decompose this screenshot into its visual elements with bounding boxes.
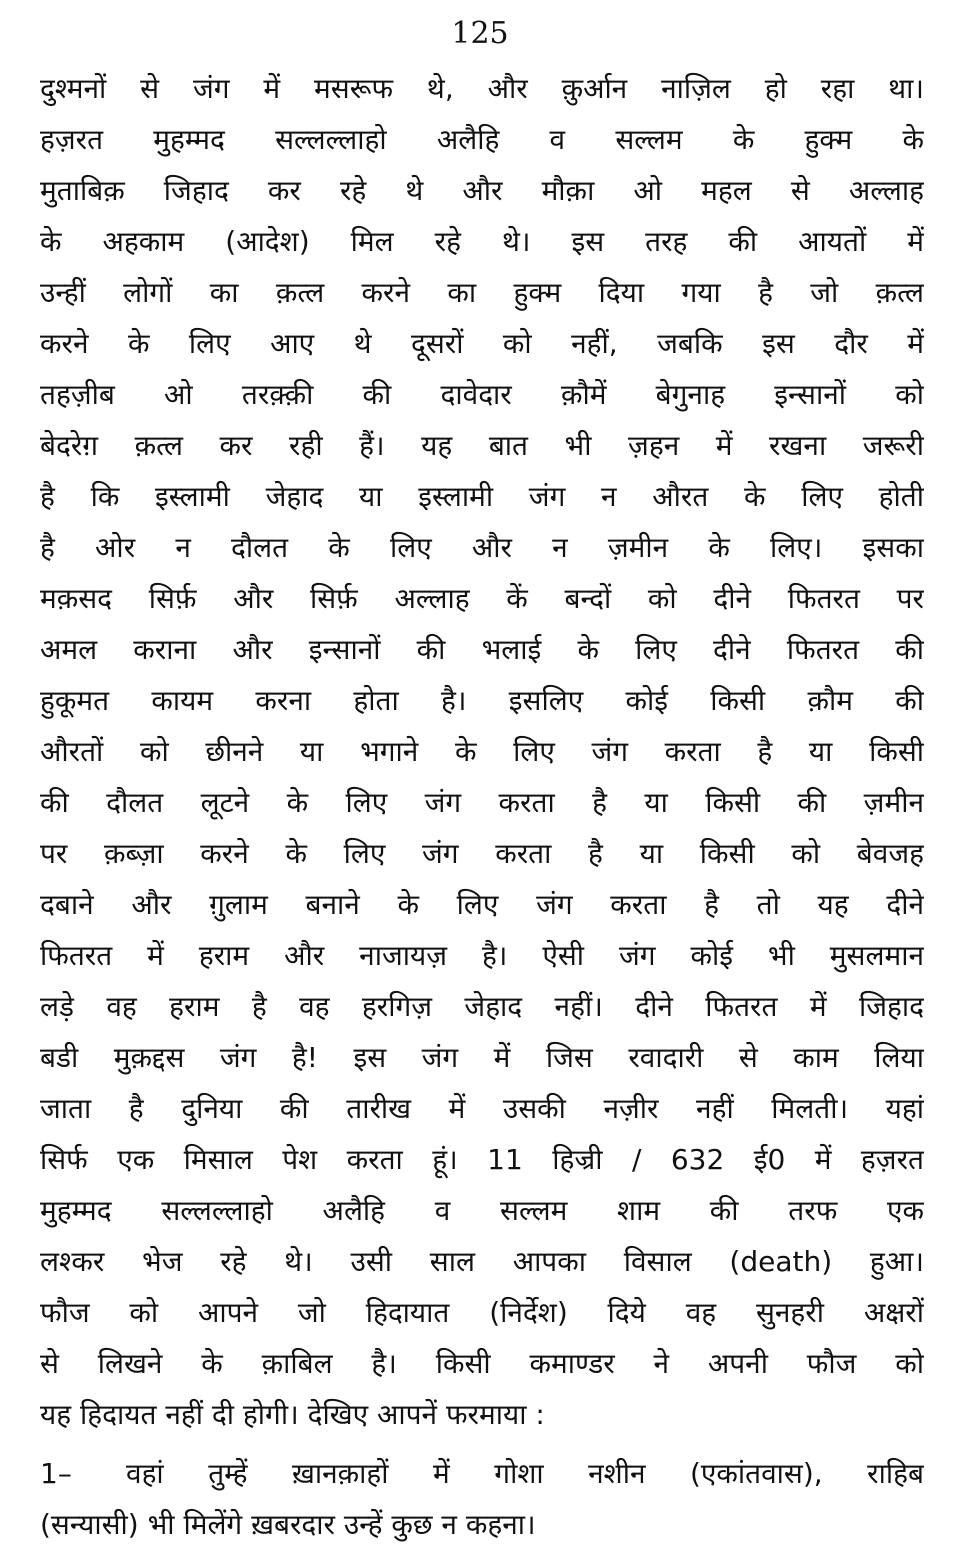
text-line: मक़सद सिर्फ़ और सिर्फ़ अल्लाह कें बन्दों को दीने फितरत पर [40, 582, 924, 615]
text-line: अमल कराना और इन्सानों की भलाई के लिए दीने फितरत की [40, 633, 924, 666]
text-line: उन्हीं लोगों का क़त्ल करने का हुक्म दिया गया है जो क़त्ल [40, 276, 924, 309]
text-line: फौज को आपने जो हिदायात (निर्देश) दिये वह सुनहरी अक्षरों [40, 1296, 924, 1329]
text-line: करने के लिए आए थे दूसरों को नहीं, जबकि इस दौर में [40, 327, 924, 360]
text-line: तहज़ीब ओ तरक़्क़ी की दावेदार क़ौमें बेगुनाह इन्सानों को [40, 378, 924, 411]
text-line: मुताबिक़ जिहाद कर रहे थे और मौक़ा ओ महल से अल्लाह [40, 174, 924, 207]
list-number: 1– [40, 1457, 72, 1490]
text-line: की दौलत लूटने के लिए जंग करता है या किसी की ज़मीन [40, 786, 924, 819]
text-line: बडी मुक़द्दस जंग है! इस जंग में जिस रवादारी से काम लिया [40, 1041, 924, 1074]
text-line: यह हिदायत नहीं दी होगी। देखिए आपनें फरमाया : [40, 1398, 545, 1431]
text-line: दबाने और ग़ुलाम बनाने के लिए जंग करता है तो यह दीने [40, 888, 924, 921]
page-number: 125 [451, 16, 509, 51]
body-text [40, 63, 924, 1550]
text-line: हज़रत मुहम्मद सल्लल्लाहो अलैहि व सल्लम के हुक्म के [40, 123, 924, 156]
numbered-list-item [40, 1448, 924, 1499]
text-line: फितरत में हराम और नाजायज़ है। ऐसी जंग कोई भी मुसलमान [40, 939, 924, 972]
text-line: जाता है दुनिया की तारीख में उसकी नज़ीर नहीं मिलती। यहां [40, 1092, 924, 1125]
text-line: सिर्फ एक मिसाल पेश करता हूं। 11 हिज्री / 632 ई0 में हज़रत [40, 1143, 924, 1176]
text-line: दुश्मनों से जंग में मसरूफ थे, और क़ुर्आन नाज़िल हो रहा था। [40, 72, 924, 105]
text-line: मुहम्मद सल्लल्लाहो अलैहि व सल्लम शाम की तरफ एक [40, 1194, 924, 1227]
text-line: पर क़ब्ज़ा करने के लिए जंग करता है या किसी को बेवजह [40, 837, 924, 870]
list-item-continuation: (सन्यासी) भी मिलेंगे ख़बरदार उन्हें कुछ न कहना। [40, 1508, 536, 1541]
text-line: औरतों को छीनने या भगाने के लिए जंग करता है या किसी [40, 735, 924, 768]
text-line: है कि इस्लामी जेहाद या इस्लामी जंग न औरत के लिए होती [40, 480, 924, 513]
text-line: से लिखने के क़ाबिल है। किसी कमाण्डर ने अपनी फौज को [40, 1347, 924, 1380]
text-line: लश्कर भेज रहे थे। उसी साल आपका विसाल (death) हुआ। [40, 1245, 924, 1278]
text-line: हुकूमत कायम करना होता है। इसलिए कोई किसी क़ौम की [40, 684, 924, 717]
text-line: लड़े वह हराम है वह हरगिज़ जेहाद नहीं। दीने फितरत में जिहाद [40, 990, 924, 1023]
text-line: है ओर न दौलत के लिए और न ज़मीन के लिए। इसका [40, 531, 924, 564]
text-line: के अहकाम (आदेश) मिल रहे थे। इस तरह की आयतों में [40, 225, 924, 258]
list-item-text: वहां तुम्हें ख़ानक़ाहों में गोशा नशीन (एकांतवास), राहिब [126, 1457, 924, 1490]
text-line: बेदरेग़ क़त्ल कर रही हैं। यह बात भी ज़हन में रखना जरूरी [40, 429, 924, 462]
